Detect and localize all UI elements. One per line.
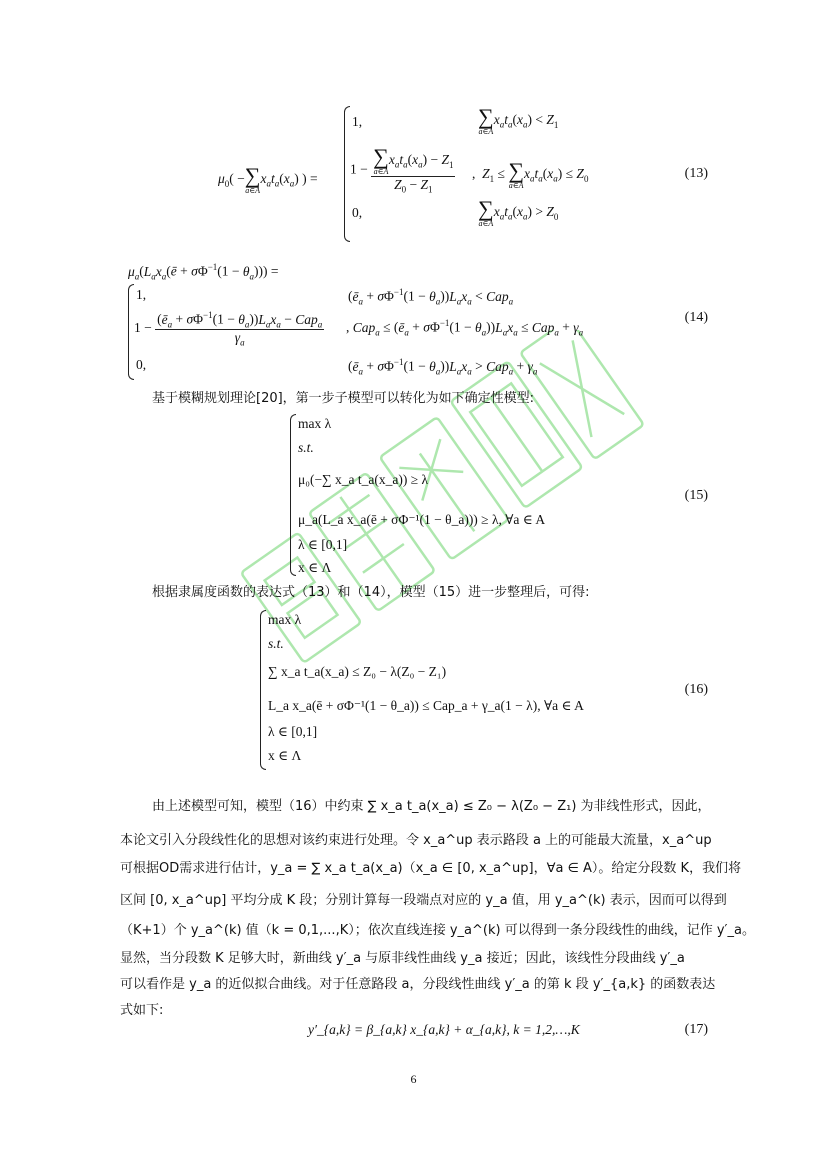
eq16-line-2: s.t. (268, 636, 284, 651)
eq15-line-6: x ∈ Λ (298, 560, 332, 575)
paragraph-3-line-2: 本论文引入分段线性化的思想对该约束进行处理。令 x_a^up 表示路段 a 上的可能最大流量，x_a^up (120, 833, 712, 848)
paragraph-2: 根据隶属度函数的表达式（13）和（14），模型（15）进一步整理后，可得: (152, 585, 590, 600)
eq16-line-4: L_a x_a(ē + σΦ⁻¹(1 − θ_a)) ≤ Cap_a + γ_a(1 − λ), ∀a ∈ A (268, 698, 584, 713)
eq17-number: (17) (684, 1022, 708, 1037)
eq14-case1-value: 1, (136, 287, 147, 302)
eq15-number: (15) (684, 488, 708, 503)
paragraph-3-line-7: 可以看作是 y_a 的近似拟合曲线。对于任意路段 a，分段线性曲线 y′_a 的第 k 段 y′_{a,k} 的函数表达 (120, 977, 716, 992)
eq17: y′_{a,k} = β_{a,k} x_{a,k} + α_{a,k}, k = 1,2,…,K (308, 1022, 580, 1037)
eq14-case2-cond: , $Cap_a \le (ē_a + \sigma\Phi^{-1}(1 - \theta_a))L_ax_a \le Cap_a + \gamma_a$ (346, 318, 584, 338)
eq13-case3-value: 0, (352, 205, 363, 220)
eq16-brace (260, 610, 266, 770)
eq13-lhs: $\mu_0$( − ∑ a∈A $x_at_a(x_a)$ ) = (218, 163, 318, 195)
eq15-line-2: s.t. (298, 440, 314, 455)
paragraph-1: 基于模糊规划理论[20]，第一步子模型可以转化为如下确定性模型: (152, 391, 535, 406)
eq16-line-3: ∑ x_a t_a(x_a) ≤ Z₀ − λ(Z₀ − Z₁) (268, 664, 447, 679)
eq16-line-6: x ∈ Λ (268, 748, 302, 763)
paragraph-3-line-6: 显然，当分段数 K 足够大时，新曲线 y′_a 与原非线性曲线 y_a 接近；因此，该线性分段曲线 y′_a (120, 951, 685, 966)
eq15-line-5: λ ∈ [0,1] (298, 537, 348, 552)
eq14-case3-cond: $(ē_a + \sigma\Phi^{-1}(1 - \theta_a))L_ax_a > Cap_a + \gamma_a$ (348, 357, 538, 377)
paragraph-3-line-4: 区间 [0, x_a^up] 平均分成 K 段；分别计算每一段端点对应的 y_a 值，用 y_a^(k) 表示，因而可以得到 (120, 893, 727, 908)
eq16-line-5: λ ∈ [0,1] (268, 724, 318, 739)
eq15-brace (290, 414, 296, 576)
paragraph-3-line-1: 由上述模型可知，模型（16）中约束 ∑ x_a t_a(x_a) ≤ Z₀ − λ(Z₀ − Z₁) 为非线性形式，因此， (152, 799, 711, 814)
eq14-lhs: $\mu_a(L_ax_a(ē + \sigma\Phi^{-1}(1 - \theta_a)))$ = (128, 262, 279, 282)
paragraph-3-line-3: 可根据OD需求进行估计，y_a = ∑ x_a t_a(x_a)（x_a ∈ [0, x_a^up]，∀a ∈ A）。给定分段数 K，我们将 (120, 861, 742, 876)
eq14-number: (14) (684, 310, 708, 325)
eq13-case1-cond: ∑ a∈A $x_at_a(x_a) < Z_1$ (478, 104, 559, 136)
eq16-number: (16) (684, 682, 708, 697)
eq15-line-3: μ₀(−∑ x_a t_a(x_a)) ≥ λ (298, 472, 429, 487)
paragraph-3-line-5: （K+1）个 y_a^(k) 值（k = 0,1,...,K）；依次直线连接 y_a^(k) 可以得到一条分段线性的曲线，记作 y′_a。 (120, 923, 755, 938)
eq14-case1-cond: $(ē_a + \sigma\Phi^{-1}(1 - \theta_a))L_ax_a < Cap_a$ (348, 287, 514, 307)
eq13-case2-cond: , $Z_1$ ≤ ∑ a∈A $x_at_a(x_a) \le Z_0$ (472, 158, 589, 190)
eq16-line-1: max λ (268, 612, 302, 627)
eq13-case1-value: 1, (352, 114, 363, 129)
eq13-number: (13) (684, 166, 708, 181)
eq15-line-1: max λ (298, 416, 332, 431)
eq13-case2: 1 − ∑ a∈A $x_at_a(x_a) - Z_1$ $Z_0 - Z_1$ (350, 144, 454, 195)
page-number: 6 (410, 1072, 417, 1086)
eq15-line-4: μ_a(L_a x_a(ē + σΦ⁻¹(1 − θ_a))) ≥ λ, ∀a ∈ A (298, 512, 546, 527)
paragraph-3-line-8: 式如下: (120, 1003, 164, 1018)
eq13-case3-cond: ∑ a∈A $x_at_a(x_a) > Z_0$ (478, 196, 559, 228)
eq14-case2: 1 − $\frac{(ē_a + \sigma\Phi^{-1}(1 - \theta_a))L_ax_a - Cap_a}{\gamma_a}$ (134, 310, 323, 348)
eq14-case3-value: 0, (136, 357, 147, 372)
